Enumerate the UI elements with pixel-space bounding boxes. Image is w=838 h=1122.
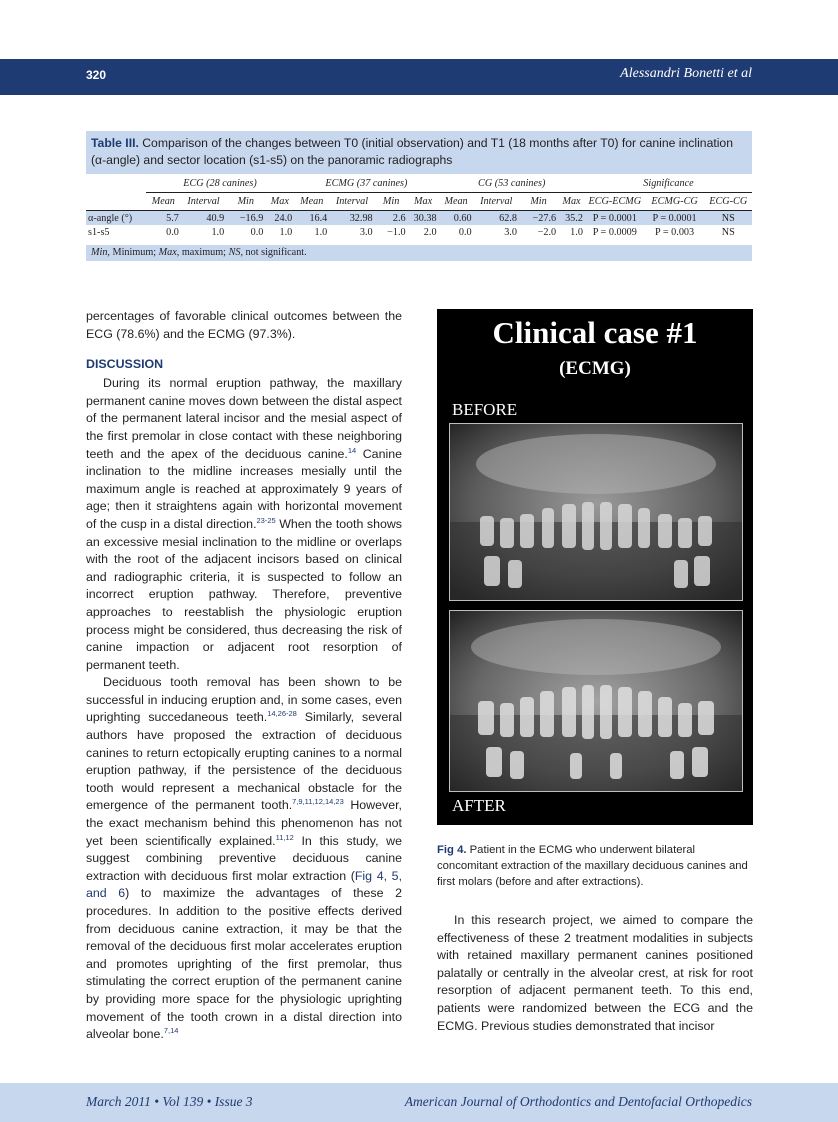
col-header: Max [558, 193, 585, 211]
running-head-authors: Alessandri Bonetti et al [620, 66, 752, 81]
table-cell: 0.0 [250, 226, 264, 238]
table-cell: P = 0.0001 [645, 211, 705, 226]
table-cell: 0.0 [166, 226, 179, 238]
table-cell: −1.0 [387, 226, 406, 238]
col-header: Min [519, 193, 558, 211]
group-significance: Significance [585, 174, 752, 193]
row-label: α-angle (°) [86, 211, 146, 226]
col-header: ECG-ECMG [585, 193, 645, 211]
table-cell: 1.0 [279, 226, 293, 238]
left-column [86, 308, 402, 1044]
figure-caption [437, 842, 753, 890]
table-cell: 16.4 [294, 211, 329, 226]
table-cell: 3.0 [504, 226, 517, 238]
col-header: Interval [329, 193, 374, 211]
table-cell: 1.0 [211, 226, 225, 238]
table-cell: 0.60 [439, 211, 474, 226]
running-header [0, 59, 838, 95]
page-footer [0, 1083, 838, 1122]
citation[interactable]: 14,26-28 [267, 709, 297, 719]
table-iii [86, 131, 752, 261]
group-ecmg: ECMG (37 canines) [294, 174, 438, 193]
col-header: Max [408, 193, 439, 211]
table-cell: 5.7 [146, 211, 181, 226]
table-cell: 0.0 [458, 226, 472, 238]
col-header: ECG-CG [704, 193, 752, 211]
right-paragraph: In this research project, we aimed to compare the effectiveness of these 2 treatment modalities in subjects with retained maxillary permanent canines positioned palatally or centrally in the alveolar crest, at risk for root resorption of adjacent permanent teeth. To this end, patients were randomized between the ECG and the ECMG. Previous studies demonstrated that incisor [437, 913, 753, 1033]
citation[interactable]: 14 [347, 445, 357, 455]
discussion-paragraph-2: Deciduous tooth removal has been shown to be successful in inducing eruption and, in some cases, even uprighting succedaneous teeth.$^{14,26-28}$ Similarly, several authors have proposed the extraction of deciduous canines to return ectopically erupting canines to a normal eruption pathway, if the persistence of the deciduous tooth would represent a mechanical obstacle for the emergence of the permanent tooth.$^{7,9,11,12,14,23}$ However, the exact mechanism behind this phenomenon has not yet been scientifically explained.$^{11,12}$ In this study, we suggest combining preventive deciduous canine extraction with deciduous first molar extraction (Fig 4, 5, and 6) to maximize the advantages of these 2 procedures. In addition to the positive effects derived from deciduous canine extraction, it may be that the removal of the deciduous first molar accelerates eruption and promotes uprighting of the first premolar, thus stimulating the correct eruption of the permanent canine by providing more space for the physiologic uprighting movement of the tooth crown in a distal direction into alveolar bone.$^{7,14}$ [86, 675, 403, 1042]
table-caption-text: Comparison of the changes between T0 (initial observation) and T1 (18 months after T0) for canine inclination (α-angle) and sector location (s1-s5) on the panoramic radiographs [91, 136, 733, 167]
table-cell: 1.0 [314, 226, 328, 238]
row-label: s1-s5 [88, 226, 110, 238]
col-header: ECMG-CG [645, 193, 705, 211]
citation[interactable]: 7,9,11,12,14,23 [292, 797, 344, 807]
table-cell: NS [721, 226, 735, 238]
table-cell: 1.0 [570, 226, 583, 238]
col-header: Min [375, 193, 408, 211]
citation[interactable]: 23-25 [256, 515, 276, 525]
group-cg: CG (53 canines) [439, 174, 585, 193]
xray-before-image [449, 423, 743, 601]
col-header: Mean [439, 193, 474, 211]
citation[interactable]: 7,14 [163, 1026, 179, 1036]
col-header: Max [265, 193, 294, 211]
table-cell: −27.6 [519, 211, 558, 226]
table-cell: P = 0.003 [655, 226, 695, 238]
col-header: Interval [181, 193, 226, 211]
table-cell: 3.0 [359, 226, 373, 238]
table-cell: 2.0 [423, 226, 437, 238]
table-cell: NS [704, 211, 752, 226]
table-cell: 35.2 [558, 211, 585, 226]
table-cell: 30.38 [408, 211, 439, 226]
citation[interactable]: 11,12 [275, 832, 294, 842]
col-header: Interval [474, 193, 519, 211]
figure-title: Clinical case #1 [492, 315, 698, 350]
table-row [86, 211, 752, 226]
table-cell: 40.9 [181, 211, 226, 226]
figure-subtitle: (ECMG) [559, 358, 631, 379]
table-cell: 24.0 [265, 211, 294, 226]
before-label: BEFORE [452, 400, 518, 419]
table-column-header [86, 193, 752, 211]
intro-paragraph: percentages of favorable clinical outcomes between the ECG (78.6%) and the ECMG (97.3%). [86, 309, 402, 341]
table-group-header [86, 174, 752, 193]
table-cell: P = 0.0009 [592, 226, 637, 238]
table-cell: 2.6 [375, 211, 408, 226]
col-header: Mean [294, 193, 329, 211]
figure-reference-link[interactable]: Fig 4, 5, and 6 [86, 868, 403, 901]
table-cell: 62.8 [474, 211, 519, 226]
xray-after-image [449, 610, 743, 792]
discussion-paragraph-1: During its normal eruption pathway, the maxillary permanent canine moves down between the distal aspect of the permanent lateral incisor and the mesial aspect of the first premolar in close contact with these neighboring teeth and the apex of the deciduous canine.$^{14}$ Canine inclination to the midline increases mesially until the maximum angle is reached at approximately 9 years of age; then it straightens again with horizontal movement of the cusp in a distal direction.$^{23-25}$ When the tooth shows an excessive mesial inclination to the midline or overlaps with the root of the adjacent incisors based on clinical and radiographic criteria, it is suspected to follow an incorrect eruption pathway. Therefore, preventive approaches to reestablish the physiologic eruption process might be considered, thus decreasing the risk of canine impaction or adjacent root resorption of permanent teeth. [86, 376, 403, 672]
section-heading-discussion: DISCUSSION [86, 357, 164, 372]
after-label: AFTER [452, 796, 506, 815]
group-ecg: ECG (28 canines) [146, 174, 294, 193]
figure-caption-label: Fig 4. [437, 844, 467, 856]
figure-caption-text: Patient in the ECMG who underwent bilateral concomitant extraction of the maxillary deciduous canines and first molars (before and after extractions). [437, 844, 748, 888]
footer-issue: March 2011 • Vol 139 • Issue 3 [86, 1094, 253, 1109]
table-cell: 32.98 [329, 211, 374, 226]
table-cell: −2.0 [537, 226, 557, 238]
table-row [86, 225, 752, 239]
table-footnote: Min, Minimum; Max, maximum; NS, not significant. [86, 245, 752, 261]
table-caption [86, 131, 752, 174]
page-number: 320 [86, 68, 107, 82]
right-column [437, 912, 753, 1035]
table-label: Table III. [91, 136, 139, 150]
col-header: Mean [146, 193, 181, 211]
data-table [86, 174, 752, 239]
table-cell: −16.9 [226, 211, 265, 226]
table-cell: P = 0.0001 [585, 211, 645, 226]
col-header: Min [226, 193, 265, 211]
figure-4 [437, 309, 753, 825]
footer-journal: American Journal of Orthodontics and Dentofacial Orthopedics [404, 1094, 752, 1109]
